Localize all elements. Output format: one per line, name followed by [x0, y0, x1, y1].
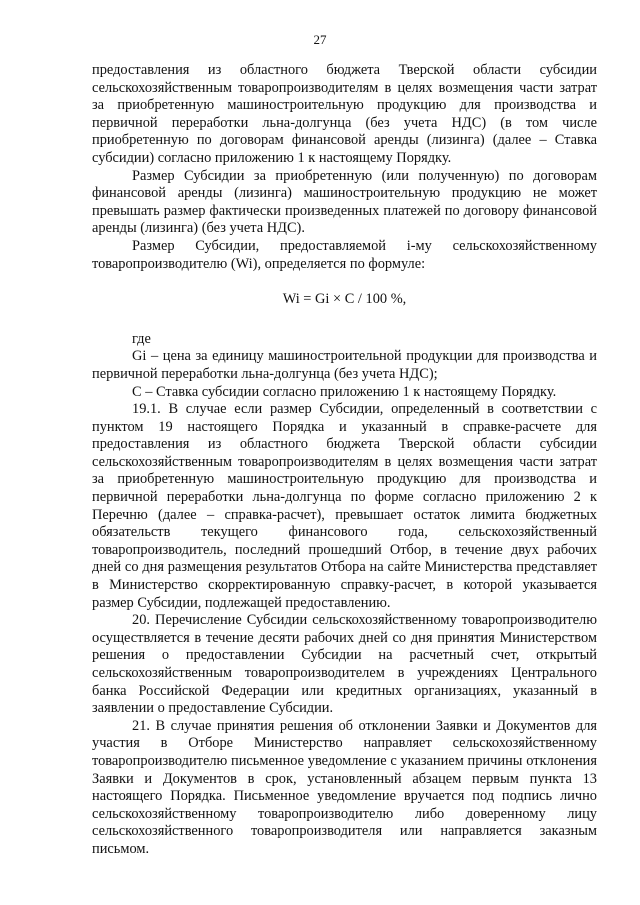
page-number: 27 — [313, 32, 327, 47]
formula: Wi = Gi × C / 100 %, — [282, 291, 407, 308]
where-label: где — [132, 330, 151, 347]
paragraph-subsidy-purpose: предоставления из областного бюджета Тверской области субсидии сельскохозяйственным товаропроизводителям в целях возмещения части затрат за приобретенную машиностроительную продукцию для производства и первичной переработки льна-долгунца (без учета НДС) (в том числе приобретенную по договорам финансовой аренды (лизинга) (далее – Ставка субсидии) согласно приложению 1 к настоящему Порядку. — [92, 62, 597, 166]
definition-c: С – Ставка субсидии согласно приложению 1 к настоящему Порядку. — [132, 383, 557, 400]
paragraph-leasing-limit: Размер Субсидии за приобретенную (или полученную) по договорам финансовой аренды (лизинга) машиностроительную продукцию не может превышать размер фактически произведенных платежей по договору финансовой аренды (лизинга) (без учета НДС). — [92, 167, 597, 237]
definition-gi: Gi – цена за единицу машиностроительной продукции для производства и первичной переработки льна-долгунца (без учета НДС); — [92, 348, 597, 382]
paragraph-20: 20. Перечисление Субсидии сельскохозяйственному товаропроизводителю осуществляется в течение десяти рабочих дней со дня принятия Министерством решения о предоставлении Субсидии на расчетный счет, открытый сельскохозяйственным товаропроизводителем в учреждениях Центрального банка Российской Федерации или кредитных организациях, указанный в заявлении о предоставление Субсидии. — [92, 612, 597, 717]
paragraph-21: 21. В случае принятия решения об отклонении Заявки и Документов для участия в Отборе Министерство направляет сельскохозяйственному товаропроизводителю письменное уведомление с указанием причины отклонения Заявки и Документов в срок, установленный абзацем первым пункта 13 настоящего Порядка. Письменное уведомление вручается под подпись лично сельскохозяйственному товаропроизводителю либо доверенному лицу сельскохозяйственного товаропроизводителя или направляется заказным письмом. — [92, 717, 597, 857]
paragraph-formula-intro: Размер Субсидии, предоставляемой i-му сельскохозяйственному товаропроизводителю (Wi), определяется по формуле: — [92, 237, 597, 272]
paragraph-19-1: 19.1. В случае если размер Субсидии, определенный в соответствии с пунктом 19 настоящего Порядка и указанный в справке-расчете для предоставления из областного бюджета Тверской области субсидии сельскохозяйственным товаропроизводителям в целях возмещения части затрат за приобретенную машиностроительную продукцию для производства и первичной переработки льна-долгунца по форме согласно приложению 2 к Перечню (далее – справка-расчет), превышает остаток лимита бюджетных обязательств текущего финансового года, сельскохозяйственный товаропроизводитель, последний прошедший Отбор, в течение двух рабочих дней со дня размещения результатов Отбора на сайте Министерства представляет в Министерство скорректированную справку-расчет, в которой указывается размер Субсидии, подлежащей предоставлению. — [92, 401, 597, 611]
document-body — [92, 62, 597, 859]
